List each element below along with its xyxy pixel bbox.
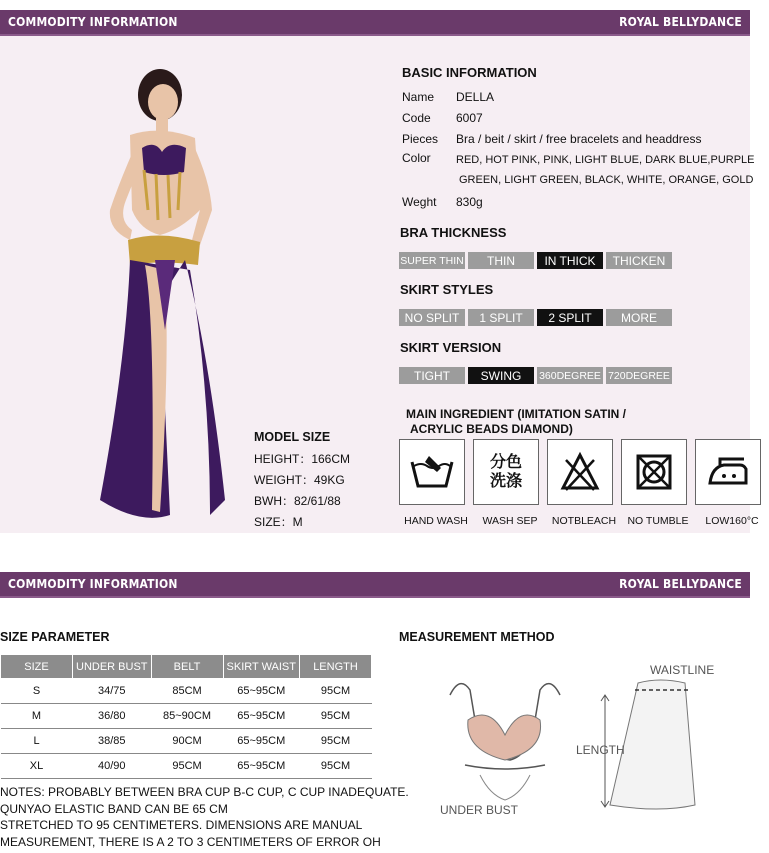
info-row-pieces [402,128,755,149]
iron-icon [695,439,761,505]
header-left-title: COMMODITY INFORMATION [8,577,178,591]
care-labels [399,515,769,527]
table-cell: 65~95CM [223,754,299,779]
skirt-version-title: SKIRT VERSION [400,340,502,355]
option-thicken[interactable]: THICKEN [606,252,672,269]
bra-thickness-options [399,252,672,269]
option-tight[interactable]: TIGHT [399,367,465,384]
table-row [1,704,372,729]
info-value: 6007 [456,110,483,125]
no-bleach-icon [547,439,613,505]
model-bwh: BWH：82/61/88 [254,494,341,508]
info-value [456,150,755,190]
care-label: HAND WASH [404,515,468,527]
table-cell: 34/75 [73,679,152,704]
table-cell: 36/80 [73,704,152,729]
info-key: Name [402,89,435,104]
hand-wash-icon [399,439,465,505]
info-key: Color [402,151,431,165]
table-row [1,729,372,754]
table-cell: 65~95CM [223,679,299,704]
skirt-version-options [399,367,672,384]
no-tumble-icon [621,439,687,505]
length-label: LENGTH [576,743,625,757]
table-cell: S [1,679,73,704]
basic-info-list [402,86,755,212]
size-table [0,654,372,779]
table-cell: 95CM [151,754,223,779]
table-cell: 95CM [300,679,372,704]
table-cell: L [1,729,73,754]
note-line: STRETCHED TO 95 CENTIMETERS. DIMENSIONS ARE MANUAL [0,818,363,832]
info-key: Pieces [402,131,439,146]
note-line: NOTES: PROBABLY BETWEEN BRA CUP B-C CUP, C CUP INADEQUATE. [0,785,409,799]
header-brand: ROYAL BELLYDANCE [619,577,742,591]
main-ingredient [406,407,626,437]
table-cell: 90CM [151,729,223,754]
color-line-1: RED, HOT PINK, PINK, LIGHT BLUE, DARK BLUE,PURPLE [456,154,755,166]
care-label: LOW160°C [705,515,759,527]
model-photo [60,60,240,530]
bra-thickness-title: BRA THICKNESS [400,225,507,240]
table-cell: 38/85 [73,729,152,754]
table-cell: 65~95CM [223,704,299,729]
table-cell: XL [1,754,73,779]
header-brand: ROYAL BELLYDANCE [619,15,742,29]
table-row [1,679,372,704]
table-row [1,754,372,779]
column-header: UNDER BUST [73,655,152,679]
note-line: MEASUREMENT, THERE IS A 2 TO 3 CENTIMETERS OF ERROR OH [0,834,381,849]
care-label: WASH SEP [482,515,538,527]
option-360-degree[interactable]: 360DEGREE [537,367,603,384]
note-line: QUNYAO ELASTIC BAND CAN BE 65 CM [0,801,228,816]
option-thin[interactable]: THIN [468,252,534,269]
option-2-split[interactable]: 2 SPLIT [537,309,603,326]
model-weight: WEIGHT：49KG [254,473,345,487]
care-label: NO TUMBLE [627,515,689,527]
basic-info-title: BASIC INFORMATION [402,65,537,80]
ingredient-line-1: MAIN INGREDIENT (IMITATION SATIN / [406,407,626,421]
option-more[interactable]: MORE [606,309,672,326]
size-notes [0,784,409,850]
size-table-header [1,655,372,679]
info-value: 830g [456,194,483,209]
column-header: SKIRT WAIST [223,655,299,679]
info-key: Weght [402,194,437,209]
model-size [254,430,350,534]
option-super-thin[interactable]: SUPER THIN [399,252,465,269]
info-row-name [402,86,755,107]
color-line-2: GREEN, LIGHT GREEN, BLACK, WHITE, ORANGE, GOLD [459,174,754,186]
skirt-styles-title: SKIRT STYLES [400,282,494,297]
table-cell: 40/90 [73,754,152,779]
table-cell: 85~90CM [151,704,223,729]
ingredient-line-2: ACRYLIC BEADS DIAMOND) [410,422,573,436]
column-header: SIZE [1,655,73,679]
table-cell: 95CM [300,754,372,779]
column-header: BELT [151,655,223,679]
model-size-title: MODEL SIZE [254,430,331,444]
wash-separately-icon [473,439,539,505]
info-row-color [402,149,755,191]
info-value: Bra / beit / skirt / free bracelets and headdress [456,131,702,146]
model-size-value: SIZE：M [254,515,303,529]
header-left-title: COMMODITY INFORMATION [8,15,178,29]
table-cell: 85CM [151,679,223,704]
skirt-styles-options [399,309,672,326]
table-cell: 95CM [300,729,372,754]
under-bust-label: UNDER BUST [440,803,519,817]
care-icons [399,439,761,505]
info-row-weight [402,191,755,212]
option-720-degree[interactable]: 720DEGREE [606,367,672,384]
option-1-split[interactable]: 1 SPLIT [468,309,534,326]
table-cell: 95CM [300,704,372,729]
wash-sep-text-2: 洗涤 [489,473,522,490]
model-height: HEIGHT：166CM [254,452,351,466]
table-cell: M [1,704,73,729]
info-value: DELLA [456,89,495,104]
section-header-bar-2 [0,572,750,598]
section-header-bar [0,10,750,36]
column-header: LENGTH [300,655,372,679]
option-no-split[interactable]: NO SPLIT [399,309,465,326]
option-in-thick[interactable]: IN THICK [537,252,603,269]
option-swing[interactable]: SWING [468,367,534,384]
care-label: NOTBLEACH [551,515,617,527]
info-row-code [402,107,755,128]
info-key: Code [402,110,431,125]
size-parameter-title: SIZE PARAMETER [0,630,110,644]
wash-sep-text-1: 分色 [489,454,522,471]
waistline-label: WAISTLINE [650,663,715,677]
measurement-method-title: MEASUREMENT METHOD [399,630,555,644]
table-cell: 65~95CM [223,729,299,754]
